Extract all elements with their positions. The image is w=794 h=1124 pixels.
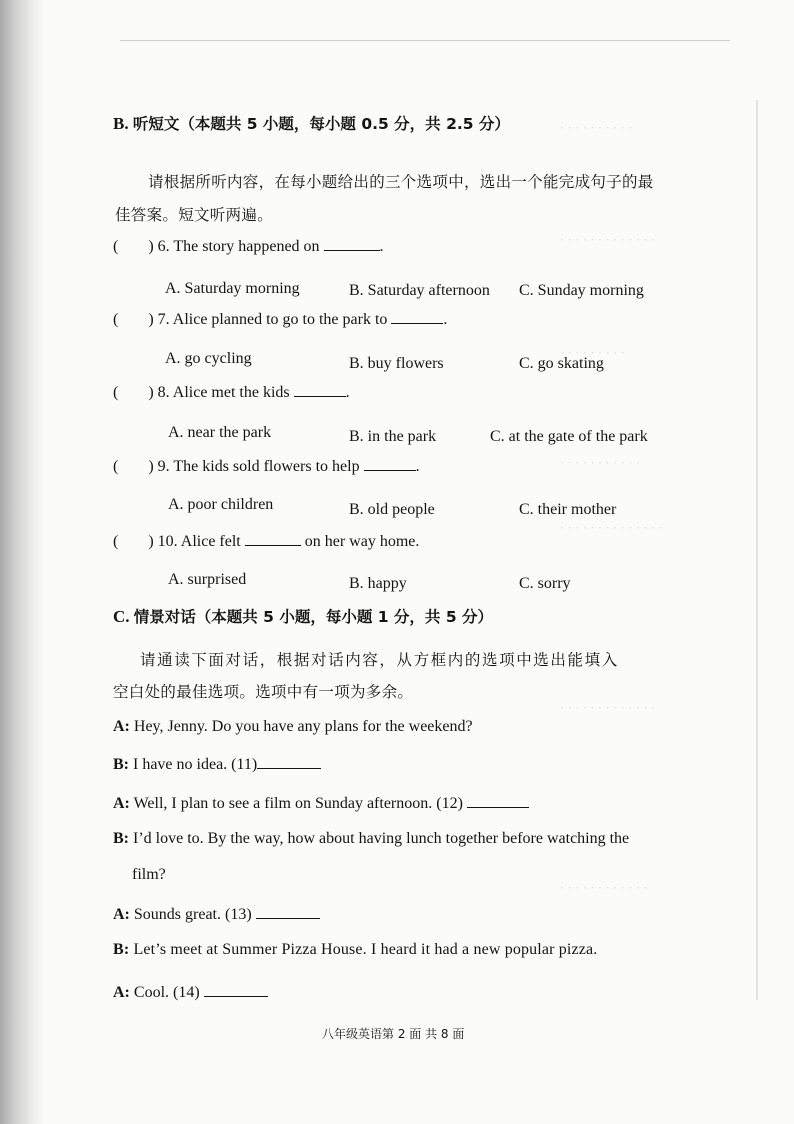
answer-paren-open: ( xyxy=(113,238,119,255)
dialogue-text: Sounds great. (13) xyxy=(133,906,252,923)
section-c-instruction-1: 请通读下面对话，根据对话内容，从方框内的选项中选出能填入 xyxy=(140,651,619,669)
dialogue-text: film? xyxy=(132,866,166,883)
dialogue-line xyxy=(113,792,529,813)
speaker-label: B: xyxy=(113,941,130,958)
speaker-label: A: xyxy=(113,906,130,923)
answer-blank-11[interactable] xyxy=(257,753,321,769)
answer-blank[interactable] xyxy=(245,530,301,546)
dialogue-line xyxy=(113,718,473,736)
question-8: ( ) 8. Alice met the kids . xyxy=(113,381,350,402)
option-a: A. Saturday morning xyxy=(165,280,300,297)
exam-page: · · · · · · · · · · · · · · · · · · · · · · · · · · · · · · · · · · · · · · · · · · · · · · · · · · · · · · · · · · · · · · · · · · · · · · · · · · · · · · · · · · B. 听短文（本题共 5 小题，每小题 0.5 分，共 2.5 分） 请根据所听内容，在每小题给出的三个选项中，选出一个能完成句子的最 佳答案。短文听两遍。 ( ) 6. The story happened on . A. Saturday morning B. Saturday afternoon C. Sunday morning ( ) 7. Alice planned to go to the park to . A. go cycling B. buy flowers C. go skating ( ) 8. Alice met the kids . A. near the park B. in the park C. at the gate of the park ( ) 9. The kids sold flowers to help . A. poor children B. old people C. their mother ( ) 10. Alice felt on her way home. A. surprised B. happy C. sorry C. 情景对话（本题共 5 小题，每小题 1 分，共 5 分） 请通读下面对话，根据对话内容，从方框内的选项中选出能填入 空白处的最佳选项。选项中有一项为多余。 A: Hey, Jenny. Do you have any plans for the weekend? B: I have no idea. (11) A: Well, I plan to see a film on Sunday afternoon. (12) B: I’d love to. By the way, how about having lunch together before watching the film? A: Sounds great. (13) B: Let’s meet at Summer Pizza House. I heard it had a new popular pizza. A: Cool. (14) 八年级英语第 2 面 共 8 面 xyxy=(0,0,794,1124)
dialogue-line xyxy=(113,981,268,1002)
answer-blank[interactable] xyxy=(391,308,443,324)
option-c: C. at the gate of the park xyxy=(490,428,648,445)
dialogue-text: Well, I plan to see a film on Sunday afternoon. (12) xyxy=(133,795,463,812)
dialogue-line xyxy=(113,903,320,924)
question-stem: 6. The story happened on xyxy=(157,238,320,255)
answer-blank-13[interactable] xyxy=(256,903,320,919)
option-c: C. go skating xyxy=(519,355,604,372)
question-stem: 7. Alice planned to go to the park to xyxy=(157,311,388,328)
section-c-heading xyxy=(113,605,493,627)
dialogue-text: I have no idea. (11) xyxy=(133,756,258,773)
section-b-label: B. xyxy=(113,114,129,133)
top-rule xyxy=(120,40,730,41)
dialogue-line xyxy=(113,941,597,959)
speaker-label: B: xyxy=(113,756,129,773)
section-c-instruction-2: 空白处的最佳选项。选项中有一项为多余。 xyxy=(113,683,414,701)
page-footer: 八年级英语第 2 面 共 8 面 xyxy=(322,1027,465,1041)
dialogue-text: Cool. (14) xyxy=(133,984,200,1001)
dialogue-line xyxy=(113,830,629,848)
speaker-label: A: xyxy=(113,718,130,735)
option-a: A. go cycling xyxy=(165,350,252,367)
question-9: ( ) 9. The kids sold flowers to help . xyxy=(113,455,420,476)
answer-blank-14[interactable] xyxy=(204,981,268,997)
option-a: A. surprised xyxy=(168,571,247,588)
scan-edge-shadow xyxy=(0,0,44,1124)
option-c: C. Sunday morning xyxy=(519,282,644,299)
dialogue-text: I’d love to. By the way, how about having lunch together before watching the xyxy=(133,830,630,847)
option-b: B. in the park xyxy=(349,428,437,445)
question-stem: 8. Alice met the kids xyxy=(157,384,290,401)
bleed-through-edge xyxy=(734,100,758,1000)
option-b: B. buy flowers xyxy=(349,355,444,372)
option-c: C. sorry xyxy=(519,575,571,592)
option-b: B. happy xyxy=(349,575,407,592)
dialogue-line-continued xyxy=(132,866,166,884)
section-b-instruction-2: 佳答案。短文听两遍。 xyxy=(115,206,274,224)
dialogue-line xyxy=(113,753,321,774)
question-6: ( ) 6. The story happened on . xyxy=(113,235,384,256)
answer-blank-12[interactable] xyxy=(467,792,529,808)
answer-blank[interactable] xyxy=(294,381,346,397)
question-7: ( ) 7. Alice planned to go to the park to . xyxy=(113,308,447,329)
section-c-label: C. xyxy=(113,607,130,626)
option-c: C. their mother xyxy=(519,501,617,518)
speaker-label: A: xyxy=(113,984,130,1001)
question-stem: 9. The kids sold flowers to help xyxy=(157,458,360,475)
question-10: ( ) 10. Alice felt on her way home. xyxy=(113,530,419,551)
section-b-heading xyxy=(113,112,510,134)
speaker-label: B: xyxy=(113,830,129,847)
option-b: B. old people xyxy=(349,501,435,518)
question-stem: 10. Alice felt xyxy=(157,533,241,550)
section-b-title: 听短文（本题共 5 小题，每小题 0.5 分，共 2.5 分） xyxy=(132,115,510,133)
dialogue-text: Let’s meet at Summer Pizza House. I heard it had a new popular pizza. xyxy=(133,941,598,958)
section-c-title: 情景对话（本题共 5 小题，每小题 1 分，共 5 分） xyxy=(133,608,494,626)
option-a: A. near the park xyxy=(168,424,272,441)
option-a: A. poor children xyxy=(168,496,274,513)
speaker-label: A: xyxy=(113,795,130,812)
dialogue-text: Hey, Jenny. Do you have any plans for the weekend? xyxy=(133,718,473,735)
option-b: B. Saturday afternoon xyxy=(349,282,490,299)
section-b-instruction-1: 请根据所听内容，在每小题给出的三个选项中，选出一个能完成句子的最 xyxy=(148,173,654,191)
answer-blank[interactable] xyxy=(324,235,380,251)
answer-blank[interactable] xyxy=(364,455,416,471)
